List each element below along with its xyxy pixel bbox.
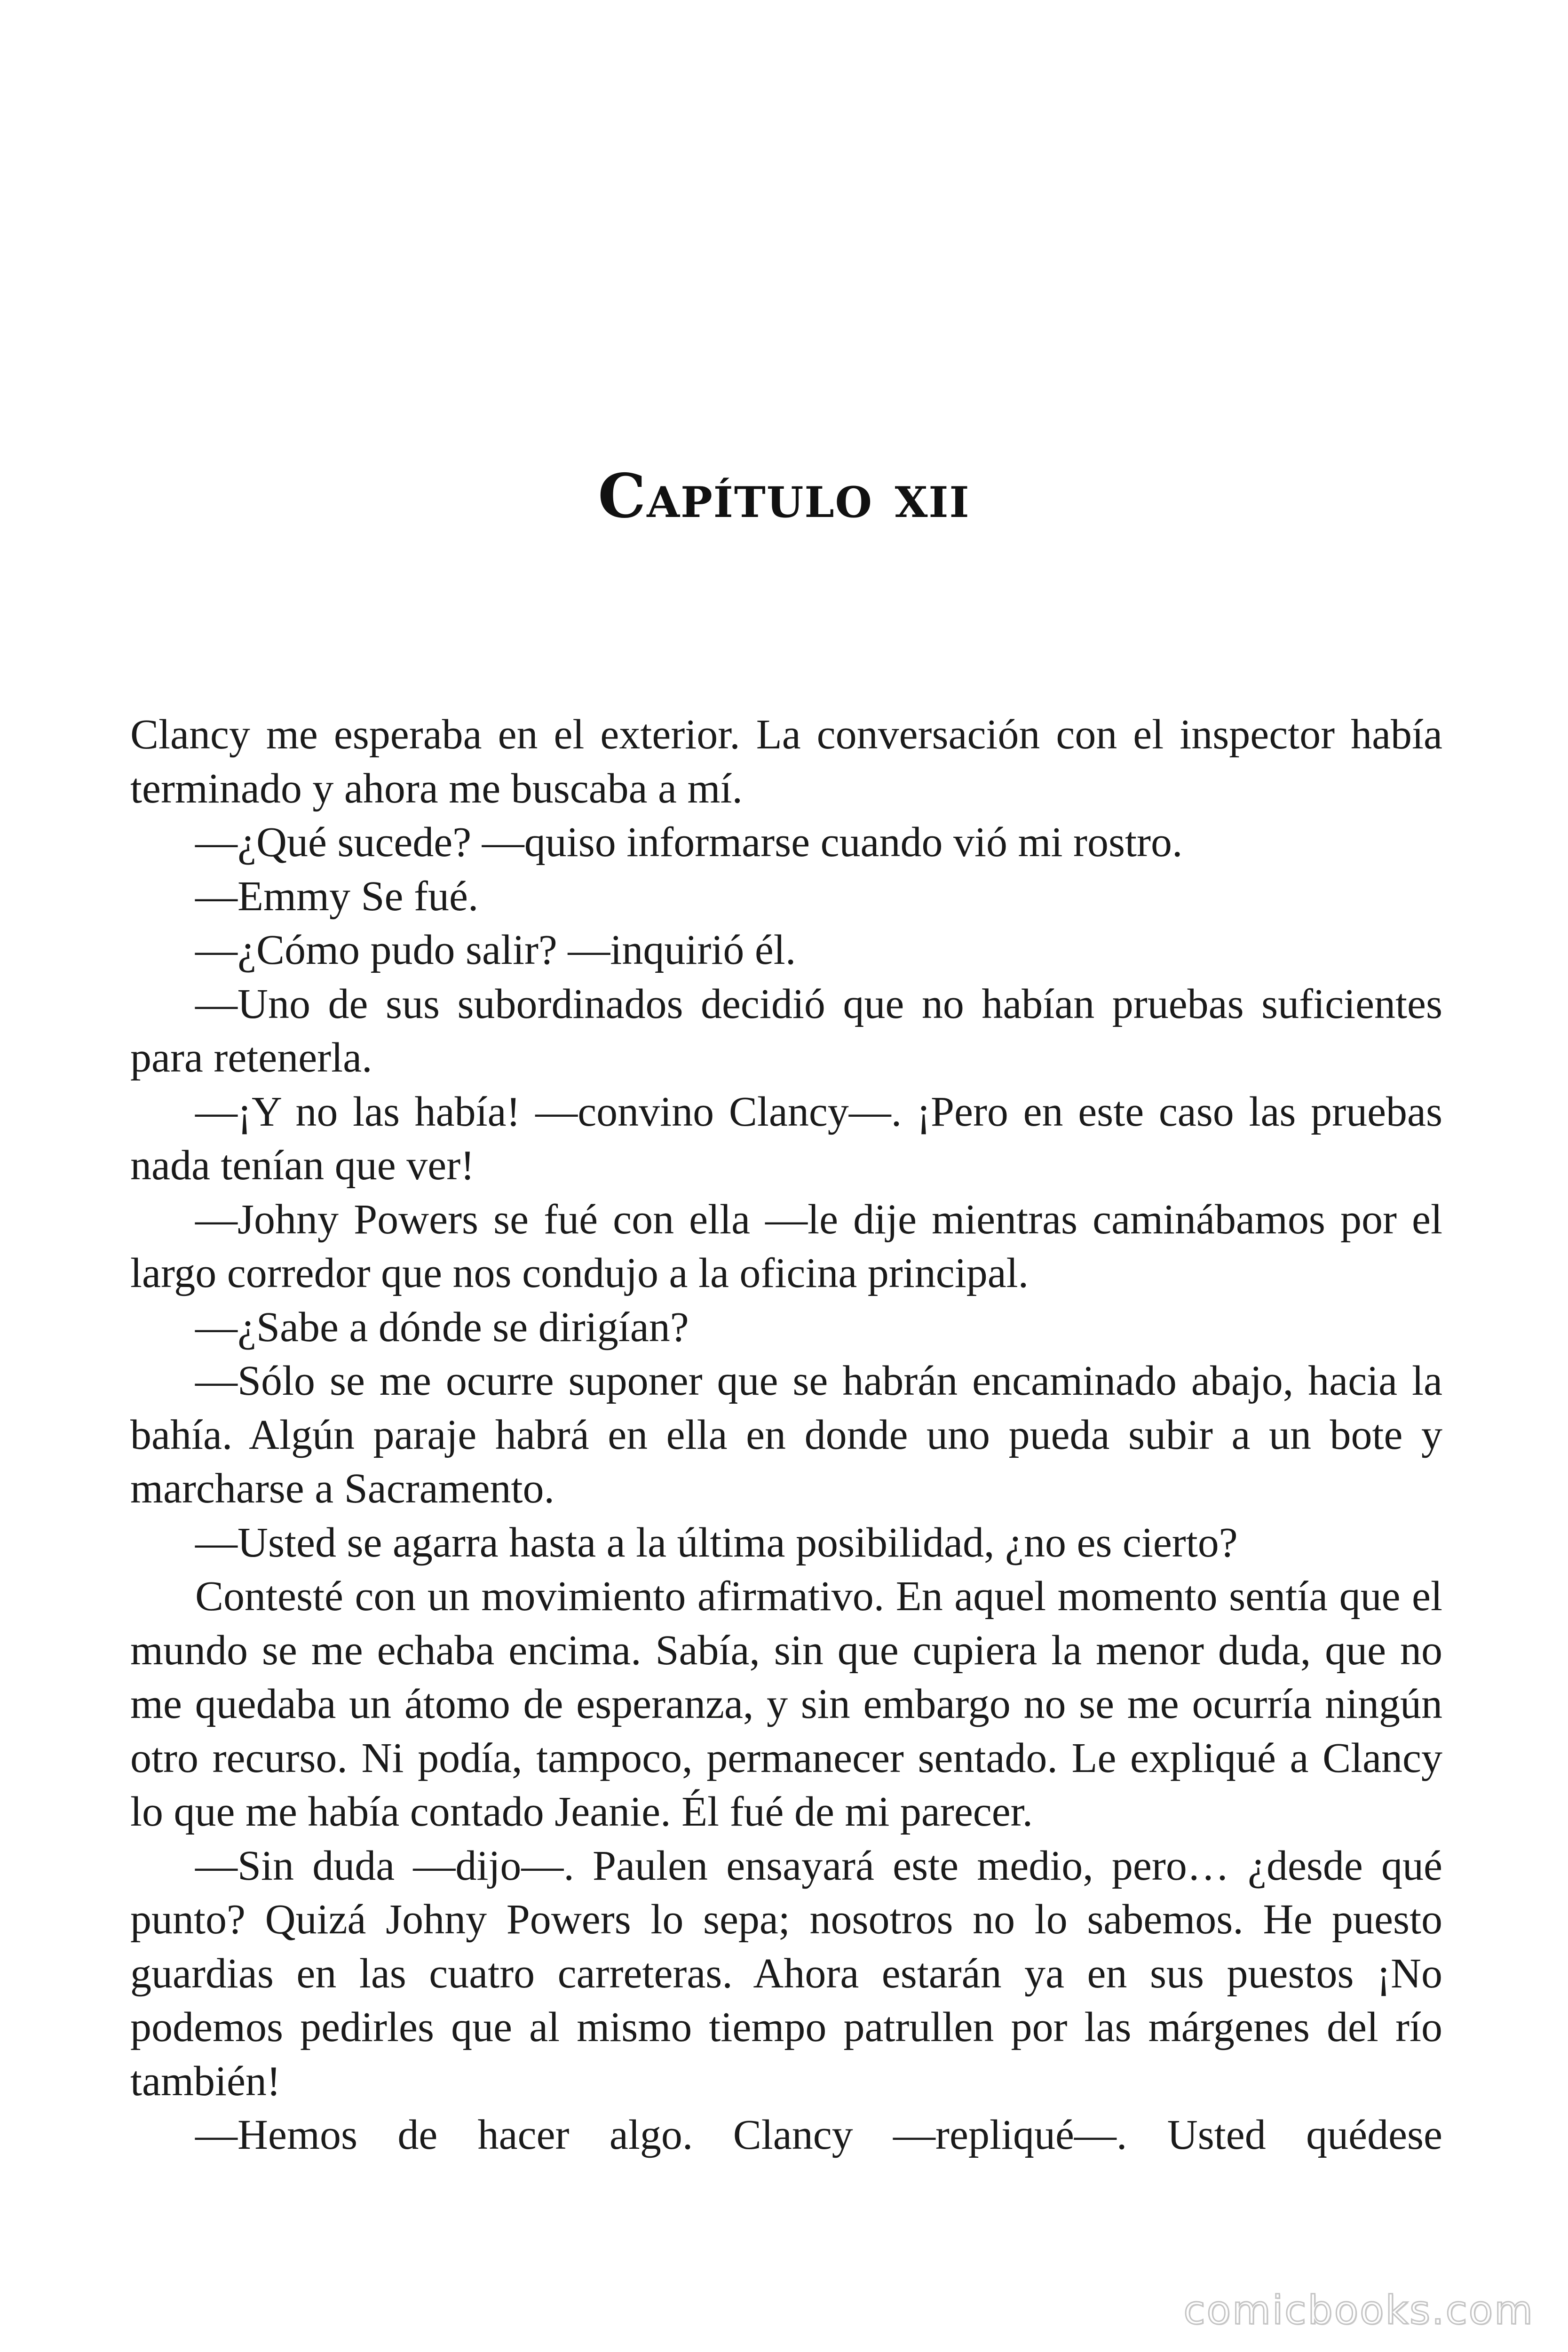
chapter-title: Capítulo xii [598, 461, 970, 532]
paragraph: —¿Qué sucede? —quiso informarse cuando vió mi rostro. [195, 819, 1183, 866]
paragraph: —Hemos de hacer algo. Clancy —repliqué—. Usted quédese [195, 2112, 1442, 2158]
chapter-body [130, 708, 1442, 2162]
paragraph: —Johny Powers se fué con ella —le dije mientras caminábamos por el largo corredor que nos condujo a la oficina principal. [130, 1196, 1442, 1296]
paragraph: —Sin duda —dijo—. Paulen ensayará este medio, pero… ¿desde qué punto? Quizá Johny Powers lo sepa; nosotros no lo sabemos. He puesto guardias en las cuatro carreteras. Ahora estarán ya en sus puestos ¡No podemos pedirles que al mismo tiempo patrullen por las márgenes del río también! [130, 1842, 1442, 2105]
paragraph: Contesté con un movimiento afirmativo. En aquel momento sentía que el mundo se me echaba encima. Sabía, sin que cupiera la menor duda, que no me quedaba un átomo de esperanza, y sin embargo no se me ocurría ningún otro recurso. Ni podía, tampoco, permanecer sentado. Le expliqué a Clancy lo que me había contado Jeanie. Él fué de mi parecer. [130, 1573, 1442, 1835]
paragraph: Clancy me esperaba en el exterior. La conversación con el inspector había terminado y ahora me buscaba a mí. [130, 711, 1442, 812]
paragraph: —¿Sabe a dónde se dirigían? [195, 1303, 689, 1351]
paragraph: —Uno de sus subordinados decidió que no habían pruebas suficientes para retenerla. [130, 980, 1442, 1081]
paragraph: —¿Cómo pudo salir? —inquirió él. [195, 927, 796, 973]
paragraph: —Sólo se me ocurre suponer que se habrán encaminado abajo, hacia la bahía. Algún paraje habrá en ella en donde uno pueda subir a un bote y marcharse a Sacramento. [130, 1358, 1442, 1512]
paragraph: —Usted se agarra hasta a la última posibilidad, ¿no es cierto? [195, 1519, 1238, 1566]
paragraph: —Emmy Se fué. [195, 873, 479, 920]
paragraph: —¡Y no las había! —convino Clancy—. ¡Pero en este caso las pruebas nada tenían que ver! [130, 1088, 1442, 1189]
watermark: comicbooks.com [1183, 2287, 1534, 2333]
